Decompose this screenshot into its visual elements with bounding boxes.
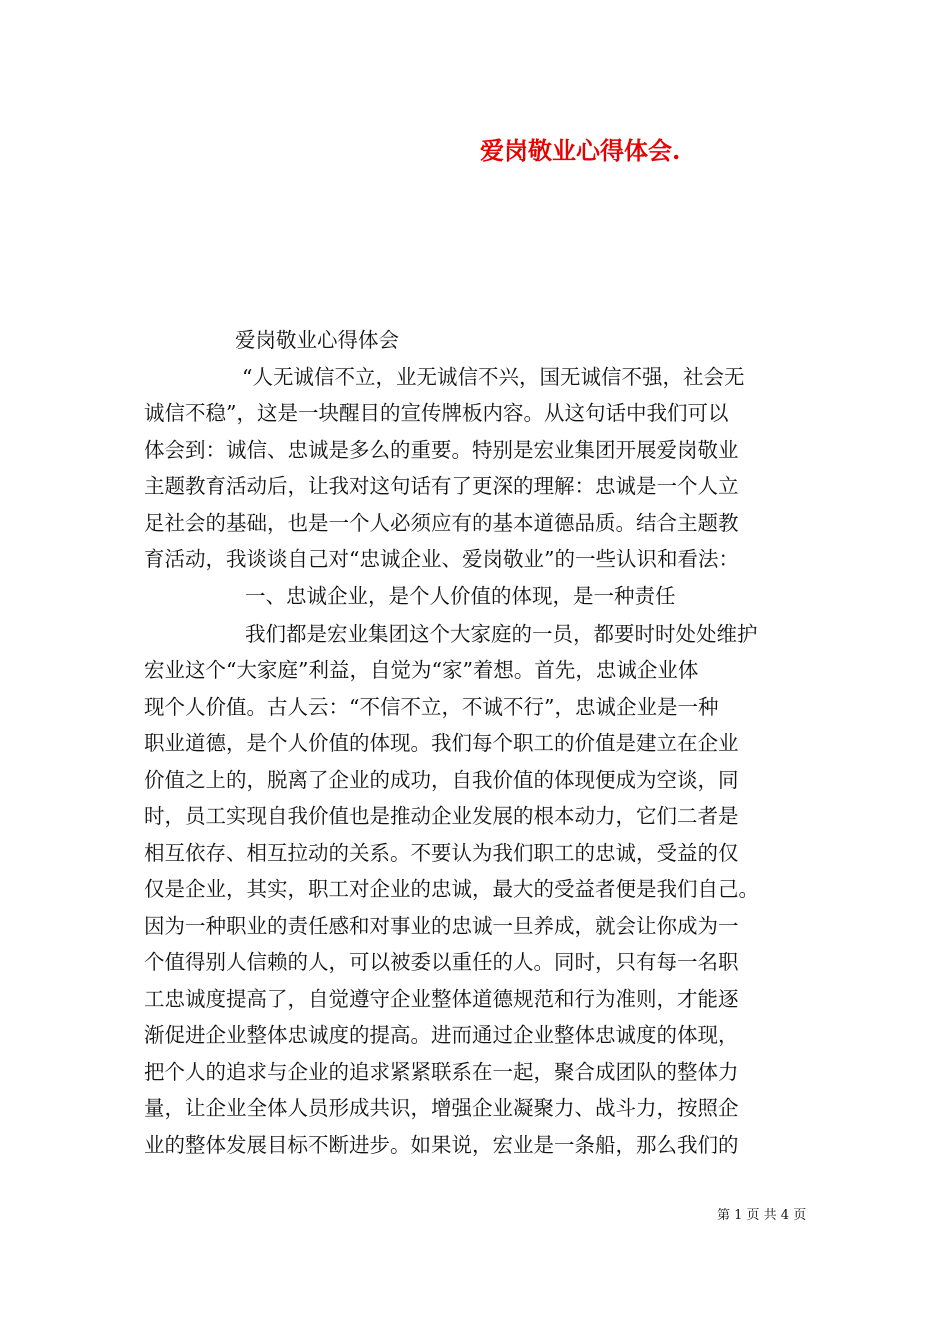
paragraph-line: 职业道德，是个人价值的体现。我们每个职工的价值是建立在企业	[144, 731, 739, 755]
paragraph-line: 个值得别人信赖的人，可以被委以重任的人。同时，只有每一名职	[144, 950, 739, 974]
paragraph-line: 量，让企业全体人员形成共识，增强企业凝聚力、战斗力，按照企	[144, 1096, 739, 1120]
paragraph-line: 主题教育活动后，让我对这句话有了更深的理解：忠诚是一个人立	[144, 474, 739, 498]
paragraph-line: 足社会的基础，也是一个人必须应有的基本道德品质。结合主题教	[144, 511, 739, 535]
paragraph-line: “人无诚信不立，业无诚信不兴，国无诚信不强，社会无	[242, 365, 745, 389]
document-heading: 爱岗敬业心得体会	[235, 328, 399, 352]
paragraph-line: 因为一种职业的责任感和对事业的忠诚一旦养成，就会让你成为一	[144, 914, 739, 938]
paragraph-line: 宏业这个“大家庭”利益，自觉为“家”着想。首先，忠诚企业体	[144, 658, 699, 682]
paragraph-line: 育活动，我谈谈自己对“忠诚企业、爱岗敬业”的一些认识和看法：	[144, 547, 739, 571]
page-number: 第 1 页 共 4 页	[717, 1208, 807, 1223]
paragraph-line: 业的整体发展目标不断进步。如果说，宏业是一条船，那么我们的	[144, 1133, 739, 1157]
section-heading: 一、忠诚企业，是个人价值的体现，是一种责任	[245, 584, 676, 608]
paragraph-line: 我们都是宏业集团这个大家庭的一员，都要时时处处维护	[245, 622, 758, 646]
paragraph-line: 把个人的追求与企业的追求紧紧联系在一起，聚合成团队的整体力	[144, 1060, 739, 1084]
paragraph-line: 体会到：诚信、忠诚是多么的重要。特别是宏业集团开展爱岗敬业	[144, 438, 739, 462]
paragraph-line: 渐促进企业整体忠诚度的提高。进而通过企业整体忠诚度的体现，	[144, 1023, 739, 1047]
paragraph-line: 时，员工实现自我价值也是推动企业发展的根本动力，它们二者是	[144, 804, 739, 828]
paragraph-line: 价值之上的，脱离了企业的成功，自我价值的体现便成为空谈，同	[144, 768, 739, 792]
paragraph-line: 现个人价值。古人云：“不信不立，不诚不行”，忠诚企业是一种	[144, 695, 719, 719]
paragraph-line: 工忠诚度提高了，自觉遵守企业整体道德规范和行为准则，才能逐	[144, 987, 739, 1011]
paragraph-line: 相互依存、相互拉动的关系。不要认为我们职工的忠诚，受益的仅	[144, 841, 739, 865]
paragraph-line: 诚信不稳”，这是一块醒目的宣传牌板内容。从这句话中我们可以	[144, 401, 729, 425]
document-title: 爱岗敬业心得体会.	[480, 136, 681, 165]
paragraph-line: 仅是企业，其实，职工对企业的忠诚，最大的受益者便是我们自己。	[144, 877, 759, 901]
